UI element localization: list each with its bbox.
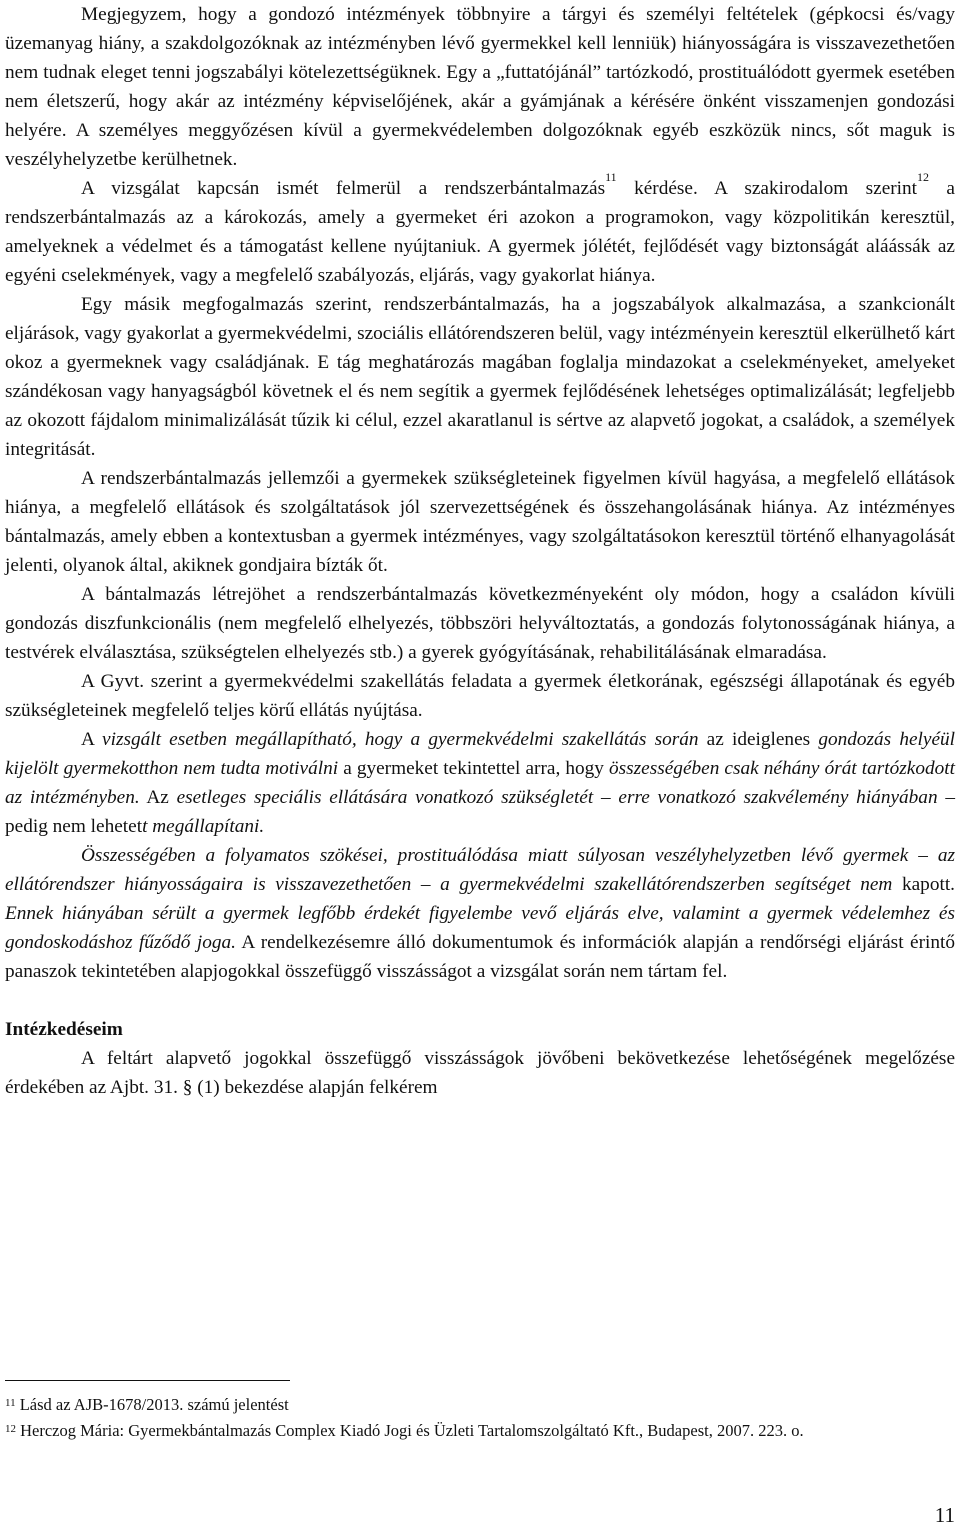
footnote-ref-12: 12: [917, 170, 930, 184]
paragraph-8-text-b: A rendelkezésemre álló dokumentumok és információk alapján a rendőrségi eljárást érintő panaszok tekintetében alapjogokkal összefüggő visszásságot a vizsgálat során nem tártam fel.: [5, 932, 955, 982]
footnote-number: 11: [5, 1397, 16, 1409]
paragraph-7-text-d: Az: [139, 787, 177, 808]
paragraph-7-text-a: A: [81, 729, 103, 750]
paragraph-8: [5, 841, 955, 986]
footnote-ref-11: 11: [605, 170, 617, 184]
paragraph-2: [5, 170, 955, 290]
paragraph-9: A feltárt alapvető jogokkal összefüggő visszásságok jövőbeni bekövetkezése lehetőségének megelőzése érdekében az Ajbt. 31. § (1) bekezdése alapján felkérem: [5, 1048, 955, 1098]
paragraph-7-italic-2: gondozás helyéül kijelölt gyermekotthon nem tudta motiválni: [5, 729, 956, 779]
paragraph-5: A bántalmazás létrejöhet a rendszerbántalmazás következményeként oly módon, hogy a családon kívüli gondozás diszfunkcionális (nem megfelelő elhelyezés, többszöri helyváltoztatás, a gondozás folytonosságának hiánya, a testvérek elválasztása, szükségtelen elhelyezés stb.) a gyerek gyógyításának, rehabilitálásának elmaradása.: [5, 584, 955, 663]
paragraph-8-text-a: kapott.: [892, 874, 956, 895]
paragraph-7: [5, 725, 955, 841]
paragraph-4: A rendszerbántalmazás jellemzői a gyermekek szükségleteinek figyelmen kívül hagyása, a megfelelő ellátások hiánya, a megfelelő ellátások és szolgáltatások jól szervezettségének és összehangolásának hiánya. Az intézményes bántalmazás, amely ebben a kontextusban a gyermek intézményes, vagy szolgáltatásokon keresztül történő elhanyagolását jelenti, olyanok által, akiknek gondjaira bízták őt.: [5, 468, 955, 576]
paragraph-8-italic-2: Ennek hiányában sérült a gyermek legfőbb érdekét figyelembe vevő eljárás elve, valamint a gyermek védelemhez és gondoskodáshoz fűződő joga.: [5, 903, 955, 953]
footnote-divider: [5, 1380, 290, 1381]
footnote-12: [5, 1418, 955, 1444]
footnote-number: 12: [5, 1423, 16, 1435]
footnotes: [5, 1392, 955, 1444]
paragraph-2-text-b: kérdése. A szakirodalom szerint: [616, 178, 918, 199]
paragraph-3: Egy másik megfogalmazás szerint, rendszerbántalmazás, ha a jogszabályok alkalmazása, a szankcionált eljárások, vagy gyakorlat a gyermekvédelmi, szociális ellátórendszeren belül, vagy intézményein keresztül elkerülhető kárt okoz a gyermeknek vagy családjának. E tág meghatározás magában foglalja mindazokat a cselekményeket, amelyeket szándékosan vagy hanyagságból követnek el és nem segítik a gyermek fejlődésének lehetséges optimalizálását; legfeljebb az okozott fájdalom minimalizálását tűzik ki célul, ezzel akaratlanul is sértve az alapvető jogokat, a családok, a személyek integritását.: [5, 294, 955, 460]
page-number: 11: [934, 1503, 955, 1527]
paragraph-7-text-e: – pedig nem lehetet: [5, 787, 955, 837]
paragraph-7-italic-4: esetleges speciális ellátására vonatkozó szükségletét – erre vonatkozó szakvélemény hiányában: [176, 787, 938, 808]
footnote-text: Herczog Mária: Gyermekbántalmazás Complex Kiadó Jogi és Üzleti Tartalomszolgáltató Kft., Budapest, 2007. 223. o.: [20, 1421, 804, 1440]
paragraph-7-italic-5: t megállapítani.: [142, 816, 265, 837]
paragraph-7-text-b: az ideiglenes: [698, 729, 819, 750]
paragraph-7-text-c: a gyermeket tekintettel arra, hogy: [338, 758, 610, 779]
footnote-text: Lásd az AJB-1678/2013. számú jelentést: [19, 1395, 289, 1414]
paragraph-6: A Gyvt. szerint a gyermekvédelmi szakellátás feladata a gyermek életkorának, egészségi állapotának és egyéb szükségleteinek megfelelő teljes körű ellátás nyújtása.: [5, 671, 955, 721]
paragraph-1: Megjegyzem, hogy a gondozó intézmények többnyire a tárgyi és személyi feltételek (gépkocsi és/vagy üzemanyag hiány, a szakdolgozóknak az intézményben lévő gyermekkel kell lenniük) hiányosságára is visszavezethetően nem tudnak eleget tenni jogszabályi kötelezettségüknek. Egy a „futtatójánál” tartózkodó, prostituálódott gyermek esetében nem életszerű, hogy akár az intézmény képviselőjének, akár a gyámjának a kérésére önként visszamenjen gondozási helyére. A személyes meggyőzésen kívül a gyermekvédelemben dolgozóknak egyéb eszközük nincs, sőt maguk is veszélyhelyzetbe kerülhetnek.: [5, 4, 955, 170]
paragraph-7-italic-1: vizsgált esetben megállapítható, hogy a gyermekvédelmi szakellátás során: [102, 729, 699, 750]
paragraph-2-text-a: A vizsgálat kapcsán ismét felmerül a rendszerbántalmazás: [81, 178, 606, 199]
paragraph-2-text-c: a rendszerbántalmazás az a károkozás, amely a gyermeket éri azokon a programokon, vagy közpolitikán keresztül, amelyeknek a védelmet és a támogatást kellene nyújtaniuk. A gyermek jólétét, fejlődését vagy biztonságát aláássák az egyéni cselekmények, vagy a megfelelő szabályozás, eljárás, vagy gyakorlat hiánya.: [5, 178, 955, 286]
paragraph-7-italic-3: összességében csak néhány órát tartózkodott az intézményben.: [5, 758, 955, 808]
footnote-11: [5, 1392, 955, 1418]
section-heading: Intézkedéseim: [5, 1019, 123, 1040]
document-body: [5, 0, 955, 1102]
paragraph-8-italic-1: Összességében a folyamatos szökései, prostituálódása miatt súlyosan veszélyhelyzetben lévő gyermek – az ellátórendszer hiányosságaira is visszavezethetően – a gyermekvédelmi szakellátórendszerben segítséget nem: [5, 845, 955, 895]
